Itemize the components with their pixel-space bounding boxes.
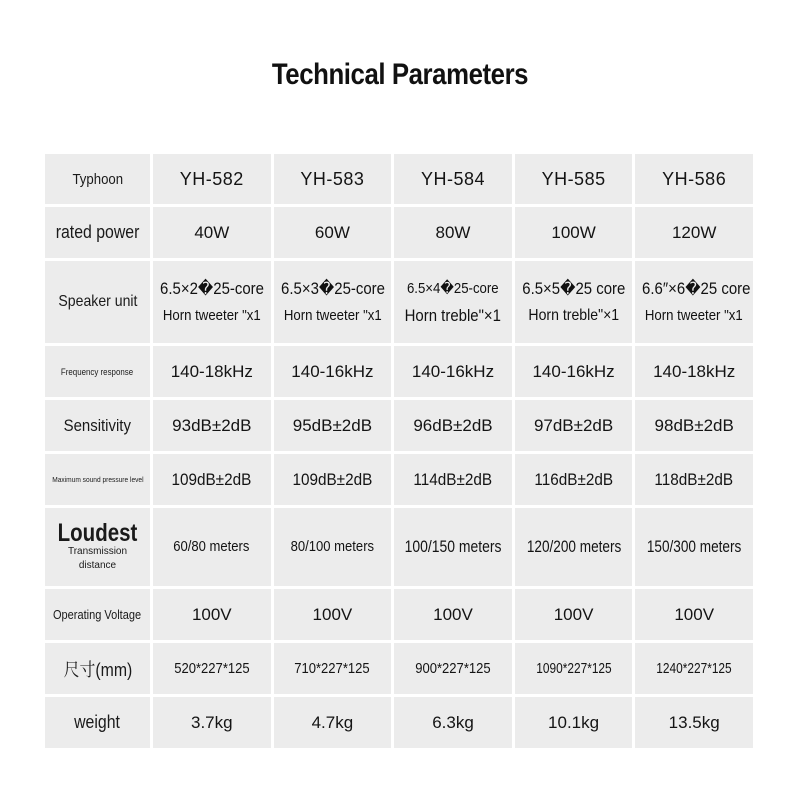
speaker-unit-tweeter: Horn tweeter "x1: [162, 307, 261, 324]
spl-cell: 109dB±2dB: [274, 454, 392, 505]
speaker-unit-core: 6.5×5�25 core: [522, 279, 626, 298]
distance-cell: 100/150 meters: [394, 508, 512, 586]
model-cell: YH-585: [515, 154, 633, 204]
speaker-unit-core: 6.5×3�25-core: [280, 279, 385, 298]
table-row-frequency-response: [45, 346, 753, 397]
size-cell: 1090*227*125: [515, 643, 633, 694]
row-label-size: 尺寸(mm): [45, 643, 150, 694]
speaker-unit-core: 6.5×4�25-core: [407, 280, 499, 297]
page-title: Technical Parameters: [271, 58, 529, 91]
distance-cell: 150/300 meters: [635, 508, 753, 586]
speaker-unit-tweeter: Horn tweeter "x1: [645, 307, 744, 324]
table-row-max-spl: [45, 454, 753, 505]
table-row-sensitivity: [45, 400, 753, 451]
sensitivity-cell: 93dB±2dB: [153, 400, 271, 451]
loudest-label: Loudest: [57, 519, 138, 547]
weight-cell: 4.7kg: [274, 697, 392, 748]
model-cell: YH-584: [394, 154, 512, 204]
weight-cell: 6.3kg: [394, 697, 512, 748]
speaker-unit-cell: [153, 261, 271, 343]
size-cell: 710*227*125: [274, 643, 392, 694]
table-row-transmission-distance: [45, 508, 753, 586]
row-label-max-spl: Maximum sound pressure level: [45, 454, 150, 505]
voltage-cell: 100V: [515, 589, 633, 640]
sensitivity-cell: 95dB±2dB: [274, 400, 392, 451]
speaker-unit-core: 6.5×2�25-core: [160, 279, 264, 298]
speaker-unit-cell: [394, 261, 512, 343]
row-label-weight: weight: [45, 697, 150, 748]
row-label-operating-voltage: Operating Voltage: [45, 589, 150, 640]
speaker-unit-tweeter: Horn treble"×1: [404, 306, 502, 325]
spl-cell: 116dB±2dB: [515, 454, 633, 505]
table-row-model: [45, 154, 753, 204]
speaker-unit-tweeter: Horn tweeter "x1: [283, 307, 382, 324]
model-cell: YH-582: [153, 154, 271, 204]
row-label-speaker-unit: Speaker unit: [45, 261, 150, 343]
frequency-cell: 140-18kHz: [635, 346, 753, 397]
size-cell: 900*227*125: [394, 643, 512, 694]
speaker-unit-core: 6.6″×6�25 core: [642, 279, 751, 298]
table-row-operating-voltage: [45, 589, 753, 640]
row-label-frequency-response: Frequency response: [45, 346, 150, 397]
sensitivity-cell: 96dB±2dB: [394, 400, 512, 451]
model-cell: YH-586: [635, 154, 753, 204]
voltage-cell: 100V: [274, 589, 392, 640]
power-cell: 40W: [153, 207, 271, 258]
power-cell: 80W: [394, 207, 512, 258]
spl-cell: 109dB±2dB: [153, 454, 271, 505]
table-row-weight: [45, 697, 753, 748]
frequency-cell: 140-16kHz: [394, 346, 512, 397]
voltage-cell: 100V: [394, 589, 512, 640]
distance-cell: 60/80 meters: [153, 508, 271, 586]
table-row-speaker-unit: [45, 261, 753, 343]
voltage-cell: 100V: [635, 589, 753, 640]
speaker-unit-tweeter: Horn treble"×1: [528, 307, 619, 324]
transmission-label: Transmission: [67, 546, 128, 557]
power-cell: 60W: [274, 207, 392, 258]
weight-cell: 13.5kg: [635, 697, 753, 748]
weight-cell: 3.7kg: [153, 697, 271, 748]
table-row-size: [45, 643, 753, 694]
sensitivity-cell: 97dB±2dB: [515, 400, 633, 451]
row-label-sensitivity: Sensitivity: [45, 400, 150, 451]
distance-cell: 80/100 meters: [274, 508, 392, 586]
table-row-rated-power: [45, 207, 753, 258]
power-cell: 100W: [515, 207, 633, 258]
distance-cell: 120/200 meters: [515, 508, 633, 586]
frequency-cell: 140-18kHz: [153, 346, 271, 397]
row-label-typhoon: Typhoon: [45, 154, 150, 204]
spl-cell: 114dB±2dB: [394, 454, 512, 505]
spl-cell: 118dB±2dB: [635, 454, 753, 505]
speaker-unit-cell: [515, 261, 633, 343]
row-label-rated-power: rated power: [45, 207, 150, 258]
frequency-cell: 140-16kHz: [515, 346, 633, 397]
size-cell: 1240*227*125: [635, 643, 753, 694]
sensitivity-cell: 98dB±2dB: [635, 400, 753, 451]
weight-cell: 10.1kg: [515, 697, 633, 748]
parameters-table: [42, 151, 756, 751]
size-cell: 520*227*125: [153, 643, 271, 694]
speaker-unit-cell: [274, 261, 392, 343]
speaker-unit-cell: [635, 261, 753, 343]
power-cell: 120W: [635, 207, 753, 258]
distance-label: distance: [78, 560, 117, 571]
row-label-transmission-distance: [45, 508, 150, 586]
model-cell: YH-583: [274, 154, 392, 204]
voltage-cell: 100V: [153, 589, 271, 640]
frequency-cell: 140-16kHz: [274, 346, 392, 397]
